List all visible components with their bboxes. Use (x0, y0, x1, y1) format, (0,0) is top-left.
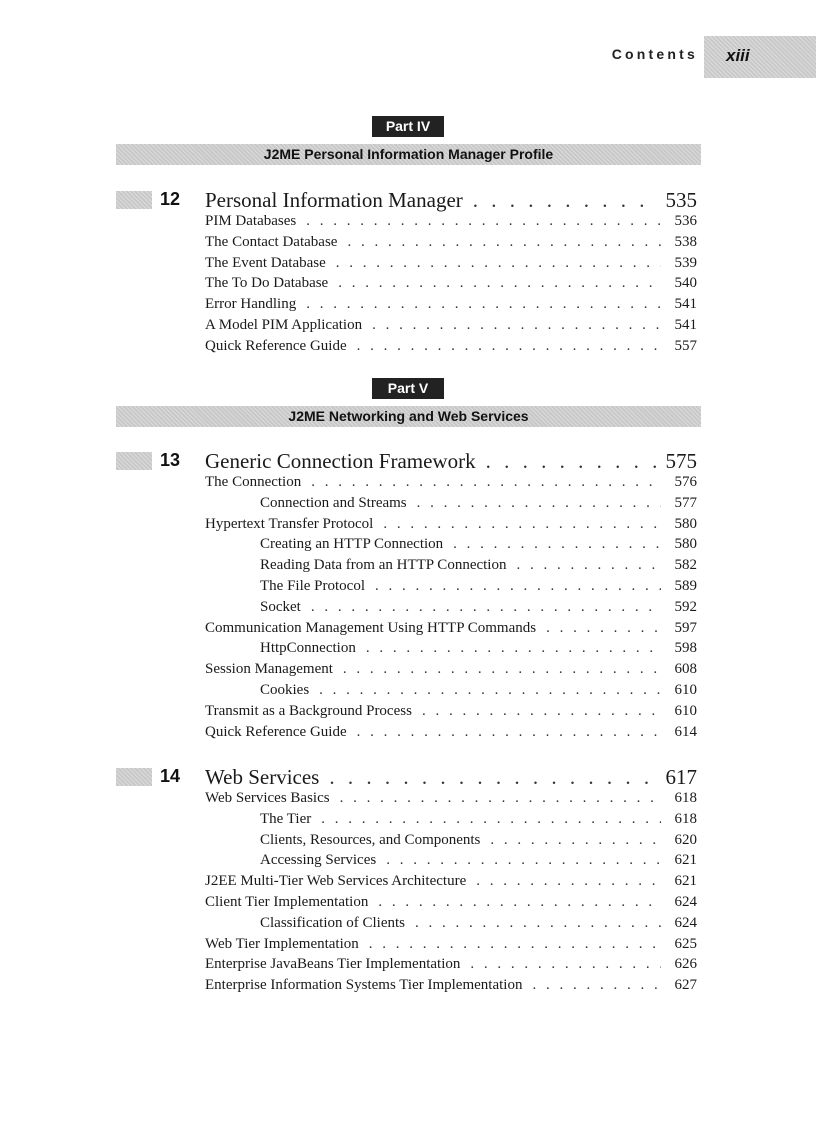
entry-title: Connection and Streams (260, 494, 407, 511)
entry-title: The To Do Database (205, 275, 329, 292)
chapter-page-number: 535 (665, 188, 697, 212)
toc-entry[interactable] (205, 557, 697, 577)
dot-leader (306, 213, 661, 230)
toc-entry[interactable] (205, 234, 697, 254)
entry-title: Error Handling (205, 296, 297, 313)
toc-entry[interactable] (205, 516, 697, 536)
entry-page-number: 557 (674, 337, 697, 354)
entry-title: The Event Database (205, 254, 326, 271)
toc-entry[interactable] (205, 811, 697, 831)
entry-title: Communication Management Using HTTP Commands (205, 619, 537, 636)
toc-chapter-entry[interactable] (205, 188, 697, 214)
chapter-title: Web Services (205, 765, 320, 789)
entry-title: Cookies (260, 682, 310, 698)
entry-title: Enterprise JavaBeans Tier Implementation (205, 956, 461, 973)
entry-page-number: 621 (674, 852, 697, 869)
page-folio: xiii (726, 46, 750, 65)
part-label: Part V (372, 378, 444, 399)
chapter-marker-bar (116, 768, 152, 786)
entry-title: Accessing Services (260, 852, 377, 869)
dot-leader (347, 234, 661, 251)
entry-page-number: 536 (674, 213, 697, 229)
entry-title: Session Management (205, 661, 333, 678)
dot-leader (306, 296, 661, 313)
toc-entry[interactable] (205, 852, 697, 872)
dot-leader (366, 640, 661, 657)
toc-entry[interactable] (205, 894, 697, 914)
dot-leader (470, 956, 661, 973)
toc-chapter-entry[interactable] (205, 449, 697, 475)
toc-entry[interactable] (205, 599, 697, 619)
entry-title: Enterprise Information Systems Tier Implementation (205, 977, 523, 994)
entry-page-number: 539 (674, 254, 697, 271)
entry-page-number: 541 (674, 296, 697, 313)
toc-entry[interactable] (205, 495, 697, 515)
toc-entry[interactable] (205, 790, 697, 810)
entry-page-number: 621 (674, 873, 697, 890)
entry-page-number: 582 (674, 557, 697, 574)
dot-leader (417, 495, 661, 512)
entry-title: Web Services Basics (205, 790, 330, 806)
toc-entry[interactable] (205, 682, 697, 702)
toc-entry[interactable] (205, 915, 697, 935)
entry-title: HttpConnection (260, 640, 356, 657)
chapter-title: Generic Connection Framework (205, 449, 476, 473)
entry-page-number: 538 (674, 233, 697, 250)
chapter-page-number: 575 (665, 449, 697, 473)
entry-title: Quick Reference Guide (205, 723, 347, 740)
entry-title: Hypertext Transfer Protocol (205, 515, 374, 532)
entry-title: Socket (260, 598, 301, 615)
entry-title: Clients, Resources, and Components (260, 831, 481, 848)
dot-leader (369, 936, 661, 953)
entry-page-number: 610 (674, 682, 697, 698)
entry-title: Web Tier Implementation (205, 935, 359, 952)
entry-title: The Contact Database (205, 233, 338, 250)
dot-leader (532, 977, 661, 994)
dot-leader (546, 620, 661, 637)
dot-leader (357, 724, 661, 741)
dot-leader (473, 188, 658, 213)
chapter-title: Personal Information Manager (205, 188, 463, 212)
entry-page-number: 540 (674, 275, 697, 292)
toc-entry[interactable] (205, 640, 697, 660)
entry-title: PIM Databases (205, 213, 297, 229)
toc-entry[interactable] (205, 956, 697, 976)
dot-leader (357, 338, 661, 355)
dot-leader (386, 852, 661, 869)
dot-leader (336, 255, 661, 272)
entry-title: Client Tier Implementation (205, 894, 369, 910)
toc-entry[interactable] (205, 474, 697, 494)
dot-leader (490, 832, 661, 849)
entry-page-number: 618 (674, 810, 697, 827)
toc-entry[interactable] (205, 703, 697, 723)
toc-entry[interactable] (205, 661, 697, 681)
entry-page-number: 620 (674, 831, 697, 848)
chapter-marker-bar (116, 452, 152, 470)
entry-title: Transmit as a Background Process (205, 702, 412, 719)
entry-title: Creating an HTTP Connection (260, 536, 444, 553)
entry-page-number: 625 (674, 935, 697, 952)
toc-entry[interactable] (205, 536, 697, 556)
entry-page-number: 598 (674, 640, 697, 657)
entry-title: A Model PIM Application (205, 317, 363, 333)
dot-leader (340, 790, 661, 807)
entry-page-number: 626 (674, 956, 697, 973)
entry-page-number: 624 (674, 894, 697, 910)
entry-title: The File Protocol (260, 578, 365, 594)
dot-leader (372, 317, 661, 334)
entry-page-number: 624 (674, 914, 697, 931)
entry-page-number: 608 (674, 661, 697, 678)
entry-page-number: 589 (674, 578, 697, 594)
running-head: Contents (611, 46, 698, 62)
dot-leader (486, 449, 658, 474)
entry-page-number: 614 (674, 723, 697, 740)
toc-entry[interactable] (205, 275, 697, 295)
part-title-band: J2ME Networking and Web Services (116, 406, 701, 427)
entry-page-number: 610 (674, 702, 697, 719)
toc-entry[interactable] (205, 338, 697, 358)
toc-chapter-entry[interactable] (205, 765, 697, 791)
entry-title: The Connection (205, 474, 302, 490)
toc-entry[interactable] (205, 213, 697, 233)
toc-entry[interactable] (205, 317, 697, 337)
toc-entry[interactable] (205, 977, 697, 997)
chapter-number: 13 (160, 450, 181, 470)
chapter-number: 12 (160, 189, 181, 209)
toc-entry[interactable] (205, 936, 697, 956)
dot-leader (422, 703, 661, 720)
entry-page-number: 627 (674, 977, 697, 994)
dot-leader (516, 557, 661, 574)
dot-leader (453, 536, 661, 553)
dot-leader (378, 894, 661, 911)
entry-page-number: 576 (674, 474, 697, 490)
dot-leader (329, 765, 657, 790)
entry-title: Reading Data from an HTTP Connection (260, 557, 507, 574)
toc-entry[interactable] (205, 578, 697, 598)
part-label: Part IV (372, 116, 444, 137)
toc-entry[interactable] (205, 255, 697, 275)
toc-entry[interactable] (205, 296, 697, 316)
entry-title: Quick Reference Guide (205, 337, 347, 354)
entry-title: Classification of Clients (260, 914, 405, 931)
chapter-page-number: 617 (665, 765, 697, 789)
entry-page-number: 592 (674, 598, 697, 615)
entry-page-number: 577 (674, 494, 697, 511)
dot-leader (338, 275, 661, 292)
dot-leader (319, 682, 661, 699)
dot-leader (311, 599, 661, 616)
dot-leader (383, 516, 661, 533)
dot-leader (375, 578, 661, 595)
toc-entry[interactable] (205, 832, 697, 852)
folio-tab (704, 36, 816, 78)
chapter-number: 14 (160, 766, 181, 786)
toc-entry[interactable] (205, 873, 697, 893)
entry-page-number: 580 (674, 515, 697, 532)
entry-page-number: 597 (674, 619, 697, 636)
entry-page-number: 618 (674, 790, 697, 806)
entry-page-number: 541 (674, 317, 697, 333)
part-title-band: J2ME Personal Information Manager Profile (116, 144, 701, 165)
entry-title: The Tier (260, 810, 312, 827)
dot-leader (415, 915, 661, 932)
toc-entry[interactable] (205, 724, 697, 744)
entry-page-number: 580 (674, 536, 697, 553)
chapter-marker-bar (116, 191, 152, 209)
dot-leader (321, 811, 661, 828)
dot-leader (476, 873, 661, 890)
dot-leader (311, 474, 661, 491)
entry-title: J2EE Multi-Tier Web Services Architecture (205, 873, 467, 890)
toc-entry[interactable] (205, 620, 697, 640)
dot-leader (343, 661, 661, 678)
